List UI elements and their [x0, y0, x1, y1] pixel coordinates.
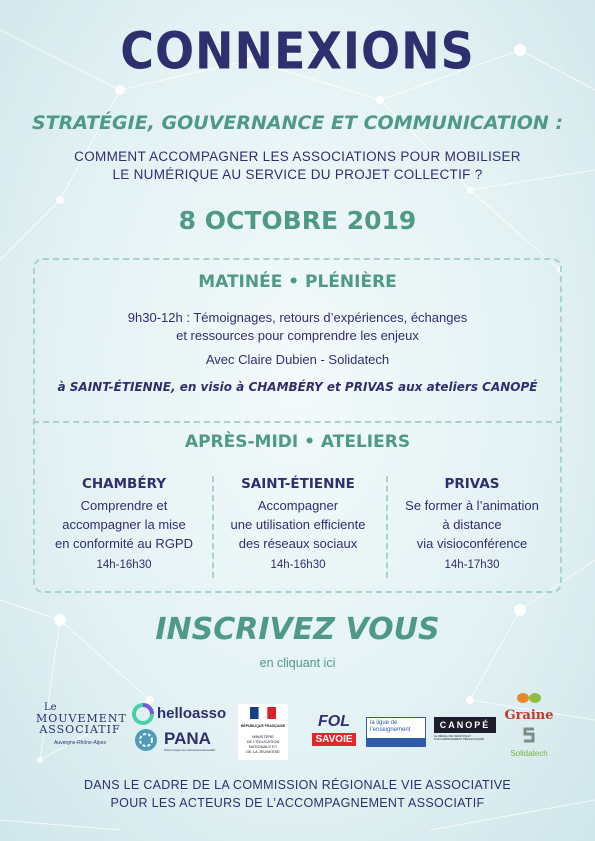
morning-heading: MATINÉE • PLÉNIÈRE — [198, 272, 397, 292]
footer-note — [0, 776, 595, 812]
workshop-saint-etienne — [210, 476, 386, 571]
theme-question — [0, 148, 595, 184]
logo-text: Le — [44, 702, 57, 713]
workshop-desc-line: Accompagner — [257, 498, 339, 513]
register-heading[interactable]: INSCRIVEZ VOUS — [155, 612, 440, 647]
morning-program-line: et ressources pour comprendre les enjeux — [176, 328, 419, 343]
helloasso-icon — [132, 703, 154, 725]
footer-line: DANS LE CADRE DE LA COMMISSION RÉGIONALE VIE ASSOCIATIVE — [83, 778, 512, 792]
ligue-bar — [367, 738, 425, 746]
subtitle: STRATÉGIE, GOUVERNANCE ET COMMUNICATION : — [31, 112, 564, 134]
pana-logo — [134, 728, 234, 754]
workshop-description — [36, 496, 212, 553]
workshop-time: 14h-16h30 — [270, 559, 326, 571]
logo-text: FOL — [318, 713, 350, 730]
pana-icon — [134, 728, 158, 752]
solidatech-icon — [521, 726, 537, 744]
workshop-city: CHAMBÉRY — [81, 476, 167, 492]
ligue-text — [367, 718, 425, 734]
frame-divider — [33, 421, 562, 423]
logo-text: LE RÉSEAU DE CRÉATION ET D’ACCOMPAGNEMENT PÉDAGOGIQUES — [434, 735, 485, 741]
ministere-education-logo — [238, 704, 288, 760]
logo-text: Point d’Appui au Numérique Associatif — [164, 748, 215, 752]
logo-text: MINISTÈRE — [252, 734, 274, 739]
mouvement-associatif-logo — [36, 702, 127, 762]
french-flag-icon — [250, 707, 276, 719]
workshop-description — [210, 496, 386, 553]
workshop-desc-line: accompagner la mise — [62, 517, 186, 532]
ministere-text — [238, 734, 288, 754]
workshop-time: 14h-16h30 — [96, 559, 152, 571]
logo-text: SAVOIE — [312, 733, 356, 746]
logo-text: Auvergne-Rhône-Alpes — [54, 740, 106, 746]
poster-title: CONNEXIONS — [120, 21, 475, 81]
logo-text: helloasso — [157, 705, 227, 722]
leaves-icon — [514, 690, 544, 704]
footer-line: POUR LES ACTEURS DE L’ACCOMPAGNEMENT ASSOCIATIF — [110, 796, 485, 810]
question-line: LE NUMÉRIQUE AU SERVICE DU PROJET COLLECTIF ? — [112, 167, 483, 182]
workshop-desc-line: en conformité au RGPD — [54, 536, 193, 551]
afternoon-heading: APRÈS-MIDI • ATELIERS — [184, 432, 411, 452]
workshop-time: 14h-17h30 — [444, 559, 500, 571]
workshop-desc-line: une utilisation efficiente — [230, 517, 366, 532]
fol-savoie-logo — [312, 714, 356, 750]
workshop-desc-line: via visioconférence — [416, 536, 528, 551]
graine-solidatech-logos — [504, 690, 554, 760]
workshop-city: SAINT-ÉTIENNE — [241, 476, 355, 492]
workshop-city: PRIVAS — [444, 476, 500, 492]
register-link[interactable]: en cliquant ici — [259, 656, 336, 670]
workshop-desc-line: des réseaux sociaux — [238, 536, 358, 551]
logo-text: DE LA JEUNESSE — [246, 749, 280, 754]
ligue-enseignement-logo — [366, 717, 426, 747]
workshop-privas — [384, 476, 560, 571]
morning-program-line: 9h30-12h : Témoignages, retours d’expériences, échanges — [127, 310, 468, 325]
helloasso-logo — [132, 702, 232, 726]
logo-text: NATIONALE ET — [248, 744, 278, 749]
canope-logo — [434, 717, 496, 747]
workshop-desc-line: Comprendre et — [80, 498, 168, 513]
question-line: COMMENT ACCOMPAGNER LES ASSOCIATIONS POUR MOBILISER — [74, 149, 521, 164]
workshop-description — [384, 496, 560, 553]
workshop-chambery — [36, 476, 212, 571]
logo-text: CANOPÉ — [434, 717, 496, 733]
event-date: 8 OCTOBRE 2019 — [178, 206, 417, 235]
logo-text: Graine — [504, 708, 554, 723]
logo-text: PANA — [164, 729, 211, 748]
logo-text: MOUVEMENT — [36, 712, 127, 725]
logo-text: Solidatech — [510, 749, 548, 758]
morning-speaker: Avec Claire Dubien - Solidatech — [205, 352, 390, 367]
morning-location: à SAINT-ÉTIENNE, en visio à CHAMBÉRY et PRIVAS aux ateliers CANOPÉ — [57, 380, 538, 394]
logo-text: la ligue de — [370, 720, 398, 726]
workshop-desc-line: à distance — [442, 517, 502, 532]
logo-text: ASSOCIATIF — [39, 723, 121, 736]
logo-text: DE L’ÉDUCATION — [246, 739, 280, 744]
logo-text: RÉPUBLIQUE FRANÇAISE — [240, 724, 286, 728]
workshop-desc-line: Se former à l’animation — [405, 498, 539, 513]
logo-text: l’enseignement — [370, 727, 411, 733]
